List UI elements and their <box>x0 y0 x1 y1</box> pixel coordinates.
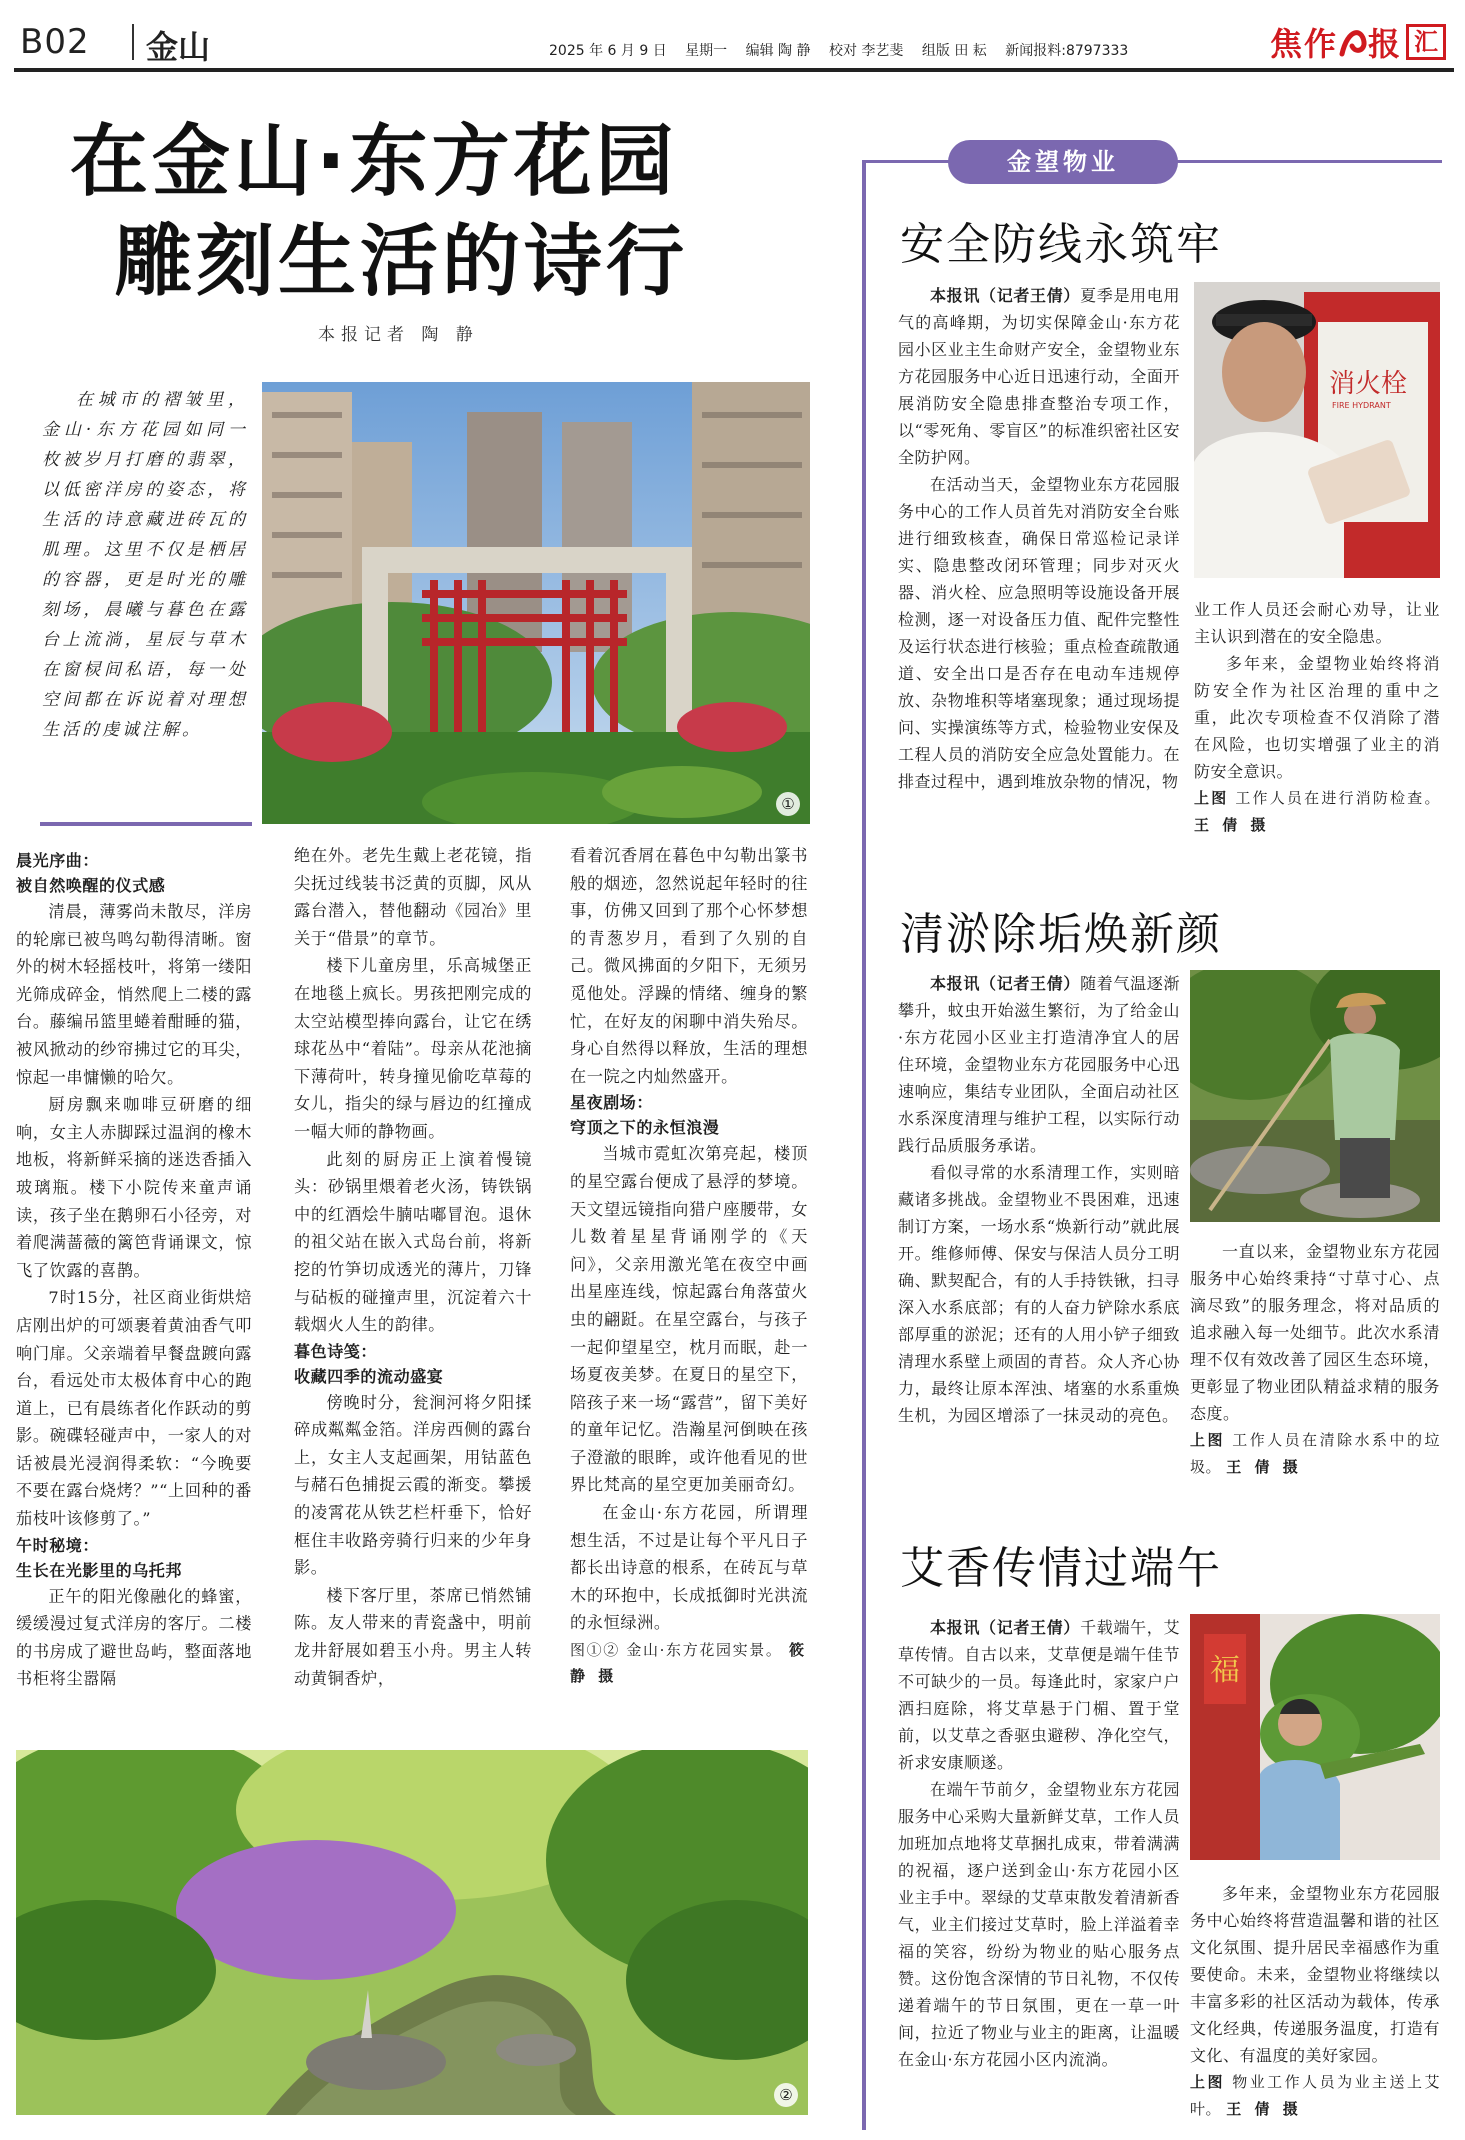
intro-rule <box>40 822 252 826</box>
article2-body-continued <box>1190 1238 1440 1481</box>
article-paragraph: 清晨，薄雾尚未散尽，洋房的轮廓已被鸟鸣勾勒得清晰。窗外的树木轻摇枝叶，将第一缕阳光筛成碎金，悄然爬上二楼的露台。藤编吊篮里蜷着酣睡的猫，被风掀动的纱帘拂过它的耳尖，惊起一串慵懒的哈欠。 <box>16 902 252 1087</box>
issue-date: 2025 年 6 月 9 日 <box>549 43 667 59</box>
article-paragraph: 当城市霓虹次第亮起，楼顶的星空露台便成了悬浮的梦境。天文望远镜指向猎户座腰带，女儿数着星星背诵刚学的《天问》，父亲用激光笔在夜空中画出星座连线，惊起露台角落萤火虫的翩跹。在星空露台，与孩子一起仰望星空，枕月而眠，赴一场夏夜美梦。在夏日的星空下，陪孩子来一场“露营”，留下美好的童年记忆。浩瀚星河倒映在孩子澄澈的眼眸，或许他看见的世界比梵高的星空更加美丽奇幻。 <box>570 1144 808 1495</box>
garden-gate-photo <box>262 382 810 824</box>
caption-credit: 王 倩 摄 <box>1194 816 1270 834</box>
fu-character-sign: 福 <box>1210 1653 1240 1688</box>
logo-swirl-icon <box>1338 24 1368 60</box>
subhead-4-a: 星夜剧场： <box>570 1093 654 1113</box>
article1-paragraph: 业工作人员还会耐心劝导，让业主认识到潜在的安全隐患。 <box>1194 600 1440 646</box>
garden-gate-illustration <box>262 382 810 824</box>
intro-text: 在城市的褶皱里，金山·东方花园如同一枚被岁月打磨的翡翠，以低密洋房的姿态，将生活的诗意藏进砖瓦的肌理。这里不仅是栖居的容器，更是时光的雕刻场，晨曦与暮色在露台上流淌，星辰与草木在窗棂间私语，每一处空间都在诉说着对理想生活的虔诚注解。 <box>42 390 248 740</box>
proofreader-credit: 校对 李艺斐 <box>828 43 904 59</box>
headline-line-2: 雕刻生活的诗行 <box>114 217 689 307</box>
caption-text: 金山·东方花园实景。 <box>626 1641 783 1660</box>
byline: 本报记者 陶 静 <box>318 325 479 345</box>
masthead-meta <box>549 40 1142 60</box>
subhead-1-b: 被自然唤醒的仪式感 <box>16 876 166 895</box>
subhead-2-b: 生长在光影里的乌托邦 <box>16 1560 183 1580</box>
masthead-rule <box>14 68 1454 72</box>
subhead-1-a: 晨光序曲： <box>16 851 100 870</box>
subhead-2-a: 午时秘境： <box>16 1535 100 1555</box>
section-name: 金山 <box>146 28 211 66</box>
logo-text-2: 报 <box>1367 25 1402 63</box>
fire-hydrant-sign-en: FIRE HYDRANT <box>1332 401 1391 410</box>
caption-credit: 王 倩 摄 <box>1226 2100 1302 2118</box>
article3-paragraph: 在端午节前夕，金望物业东方花园服务中心采购大量新鲜艾草，工作人员加班加点地将艾草捆扎成束，带着满满的祝福，逐户送到金山·东方花园小区业主手中。翠绿的艾草束散发着清新香气，业主们接过艾草时，脸上洋溢着幸福的笑容，纷纷为物业的贴心服务点赞。这份饱含深情的节日礼物，不仅传递着端午的节日氛围，更在一草一叶间，拉近了物业与业主的距离，让温暖在金山·东方花园小区内流淌。 <box>898 1780 1180 2069</box>
caption-credit: 王 倩 摄 <box>1226 1458 1302 1476</box>
article-paragraph: 楼下客厅里，茶席已悄然铺陈。友人带来的青瓷盏中，明前龙井舒展如碧玉小舟。男主人转动黄铜香炉， <box>294 1585 532 1688</box>
article-paragraph: 绝在外。老先生戴上老花镜，指尖抚过线装书泛黄的页脚，风从露台潜入，替他翻动《园冶》里关于“借景”的章节。 <box>294 846 532 948</box>
editor-credit: 编辑 陶 静 <box>745 43 811 59</box>
newspaper-logo <box>1270 20 1446 64</box>
mugwort-delivery-photo <box>1190 1614 1440 1860</box>
article1-paragraph: 在活动当天，金望物业东方花园服务中心的工作人员首先对消防安全台账进行细致核查，确保日常巡检记录详实、隐患整改闭环管理；同步对灭火器、消火栓、应急照明等设施设备开展检测，逐一对设备压力值、配件完整性及运行状态进行核验；重点检查疏散通道、安全出口是否存在电动车违规停放、杂物堆积等堵塞现象；通过现场提问、实操演练等方式，检验物业安保及工程人员的消防安全应急处置能力。在排查过程中，遇到堆放杂物的情况，物 <box>898 475 1180 791</box>
article-paragraph: 此刻的厨房正上演着慢镜头：砂锅里煨着老火汤，铸铁锅中的红酒烩牛腩咕嘟冒泡。退休的祖父站在嵌入式岛台前，将新挖的竹笋切成透光的薄片，刀锋与砧板的碰撞声里，沉淀着六十载烟火人生的韵律。 <box>294 1149 532 1335</box>
right-section-rule-vertical <box>862 160 866 2130</box>
article3-title: 艾香传情过端午 <box>900 1543 1222 1594</box>
article2-p1-text: 随着气温逐渐攀升，蚊虫开始滋生繁衍，为了给金山·东方花园小区业主打造清净宜人的居住环境，金望物业东方花园服务中心迅速响应，集结专业团队，全面启动社区水系深度清理与维护工程，以实际行动践行品质服务承诺。 <box>898 974 1180 1155</box>
masthead-divider <box>132 24 134 60</box>
article3-paragraph: 多年来，金望物业东方花园服务中心始终将营造温馨和谐的社区文化氛围、提升居民幸福感作为重要使命。未来，金望物业将继续以丰富多彩的社区活动为载体，传承文化经典，传递服务温度，打造有文化、有温度的美好家园。 <box>1190 1884 1440 2065</box>
article1-p1-text: 夏季是用电用气的高峰期，为切实保障金山·东方花园小区业主生命财产安全，金望物业东方花园服务中心近日迅速行动，全面开展消防安全隐患排查整治专项工作，以“零死角、零盲区”的标准织密社区安全防护网。 <box>898 286 1180 467</box>
article1-paragraph <box>898 282 1180 471</box>
article1-caption <box>1194 785 1440 839</box>
logo-box: 汇 <box>1406 24 1446 60</box>
article-paragraph: 正午的阳光像融化的蜂蜜，缓缓漫过复式洋房的客厅。二楼的书房成了避世岛屿，整面落地书柜将尘嚣隔 <box>16 1586 252 1689</box>
article-paragraph: 厨房飘来咖啡豆研磨的细响，女主人赤脚踩过温润的橡木地板，将新鲜采摘的迷迭香插入玻璃瓶。楼下小院传来童声诵读，孩子坐在鹅卵石小径旁，对着爬满蔷薇的篱笆背诵课文，惊飞了饮露的喜鹊。 <box>16 1095 252 1280</box>
article1-body-continued <box>1194 596 1440 839</box>
article3-p1-text: 千载端午，艾草传情。自古以来，艾草便是端午佳节不可缺少的一员。每逢此时，家家户户洒扫庭除，将艾草悬于门楣、置于堂前，以艾草之香驱虫避秽、净化空气，祈求安康顺遂。 <box>898 1618 1180 1772</box>
fire-hydrant-sign: 消火栓 <box>1329 369 1408 399</box>
water-cleaning-illustration <box>1190 970 1440 1222</box>
photo-number-2: ② <box>774 2083 798 2107</box>
article-column-3 <box>570 842 808 1689</box>
article-paragraph: 看着沉香屑在暮色中勾勒出篆书般的烟迹，忽然说起年轻时的往事，仿佛又回到了那个心怀梦想的青葱岁月，看到了久别的自己。微风拂面的夕阳下，无须另觅他处。浮躁的情绪、缠身的繁忙，在好友的闲聊中消失殆尽。身心自然得以释放，生活的理想在一院之内灿然盛开。 <box>570 846 808 1086</box>
caption-label: 上图 <box>1194 789 1229 807</box>
article2-lead: 本报讯（记者王倩） <box>930 974 1081 993</box>
caption-text: 物业工作人员为业主送上艾叶。 <box>1190 2073 1440 2118</box>
masthead <box>14 18 1454 68</box>
caption-label: 上图 <box>1190 2073 1225 2091</box>
article3-body <box>898 1614 1180 2073</box>
article1-lead: 本报讯（记者王倩） <box>930 286 1081 305</box>
garden-stream-photo <box>16 1750 808 2115</box>
logo-text: 焦作 <box>1269 25 1338 63</box>
caption-credit: 筱静 摄 <box>570 1641 808 1686</box>
article1-body <box>898 282 1180 795</box>
article2-paragraph: 看似寻常的水系清理工作，实则暗藏诸多挑战。金望物业不畏困难，迅速制订方案，一场水系“焕新行动”就此展开。维修师傅、保安与保洁人员分工明确、默契配合，有的人手持铁锹，扫寻深入水系底部；有的人奋力铲除水系底部厚重的淤泥；还有的人用小铲子细致清理水系壁上顽固的青苔。众人齐心协力，最终让原本浑浊、堵塞的水系重焕生机，为园区增添了一抹灵动的亮色。 <box>898 1163 1180 1425</box>
garden-stream-illustration <box>16 1750 808 2115</box>
issue-weekday: 星期一 <box>685 43 728 59</box>
caption-text: 工作人员在进行消防检查。 <box>1235 789 1440 807</box>
article3-body-continued <box>1190 1880 1440 2123</box>
article2-paragraph: 一直以来，金望物业东方花园服务中心始终秉持“寸草寸心、点滴尽致”的服务理念，将对品质的追求融入每一处细节。此次水系清理不仅有效改善了园区生态环境，更彰显了物业团队精益求精的服务态度。 <box>1190 1242 1440 1423</box>
article-column-1 <box>16 848 252 1693</box>
photo-caption <box>570 1637 808 1689</box>
article-paragraph: 在金山·东方花园，所谓理想生活，不过是让每个平凡日子都长出诗意的根系，在砖瓦与草木的环抱中，长成抵御时光洪流的永恒绿洲。 <box>570 1503 808 1633</box>
layout-credit: 组版 田 耘 <box>921 43 987 59</box>
article2-paragraph <box>898 970 1180 1159</box>
article1-paragraph: 多年来，金望物业始终将消防安全作为社区治理的重中之重，此次专项检查不仅消除了潜在风险，也切实增强了业主的消防安全意识。 <box>1194 654 1440 781</box>
article3-paragraph <box>898 1614 1180 1776</box>
article-paragraph: 傍晚时分，瓮涧河将夕阳揉碎成粼粼金箔。洋房西侧的露台上，女主人支起画架，用钴蓝色与赭石色捕捉云霞的渐变。攀援的凌霄花从铁艺栏杆垂下，恰好框住丰收路旁骑行归来的少年身影。 <box>294 1392 532 1578</box>
photo-number-1: ① <box>776 792 800 816</box>
section-tag: 金望物业 <box>948 140 1178 184</box>
caption-label: 图①② <box>570 1641 620 1660</box>
caption-text: 工作人员在清除水系中的垃圾。 <box>1190 1431 1440 1476</box>
fire-inspection-illustration <box>1194 282 1440 578</box>
article-column-2 <box>294 842 532 1692</box>
article2-caption <box>1190 1427 1440 1481</box>
article1-title: 安全防线永筑牢 <box>900 219 1222 270</box>
article-paragraph: 楼下儿童房里，乐高城堡正在地毯上疯长。男孩把刚完成的太空站模型捧向露台，让它在绣球花丛中“着陆”。母亲从花池摘下薄荷叶，转身撞见偷吃草莓的女儿，指尖的绿与唇边的红撞成一幅大师的静物画。 <box>294 956 532 1141</box>
mugwort-delivery-illustration <box>1190 1614 1440 1860</box>
subhead-3-a: 暮色诗笺： <box>294 1341 378 1361</box>
page-code: B02 <box>20 22 90 62</box>
article3-caption <box>1190 2069 1440 2123</box>
article-paragraph: 7时15分，社区商业街烘焙店刚出炉的可颂裹着黄油香气叩响门扉。父亲端着早餐盘踱向露台，看远处市太极体育中心的跑道上，已有晨练者化作跃动的剪影。碗碟轻碰声中，一家人的对话被晨光浸润得柔软：“今晚要不要在露台烧烤？”“上回种的番茄枝叶该修剪了。” <box>16 1288 252 1529</box>
water-cleaning-photo <box>1190 970 1440 1222</box>
news-hotline: 新闻报料:8797333 <box>1005 43 1129 59</box>
article3-lead: 本报讯（记者王倩） <box>930 1618 1081 1637</box>
fire-inspection-photo <box>1194 282 1440 578</box>
article2-body <box>898 970 1180 1429</box>
subhead-3-b: 收藏四季的流动盛宴 <box>294 1366 444 1386</box>
caption-label: 上图 <box>1190 1431 1225 1449</box>
subhead-4-b: 穹顶之下的永恒浪漫 <box>570 1118 720 1138</box>
intro-paragraph <box>42 385 248 745</box>
article2-title: 清淤除垢焕新颜 <box>900 909 1222 960</box>
headline-line-1: 在金山·东方花园 <box>70 117 678 207</box>
main-headline <box>70 112 790 312</box>
